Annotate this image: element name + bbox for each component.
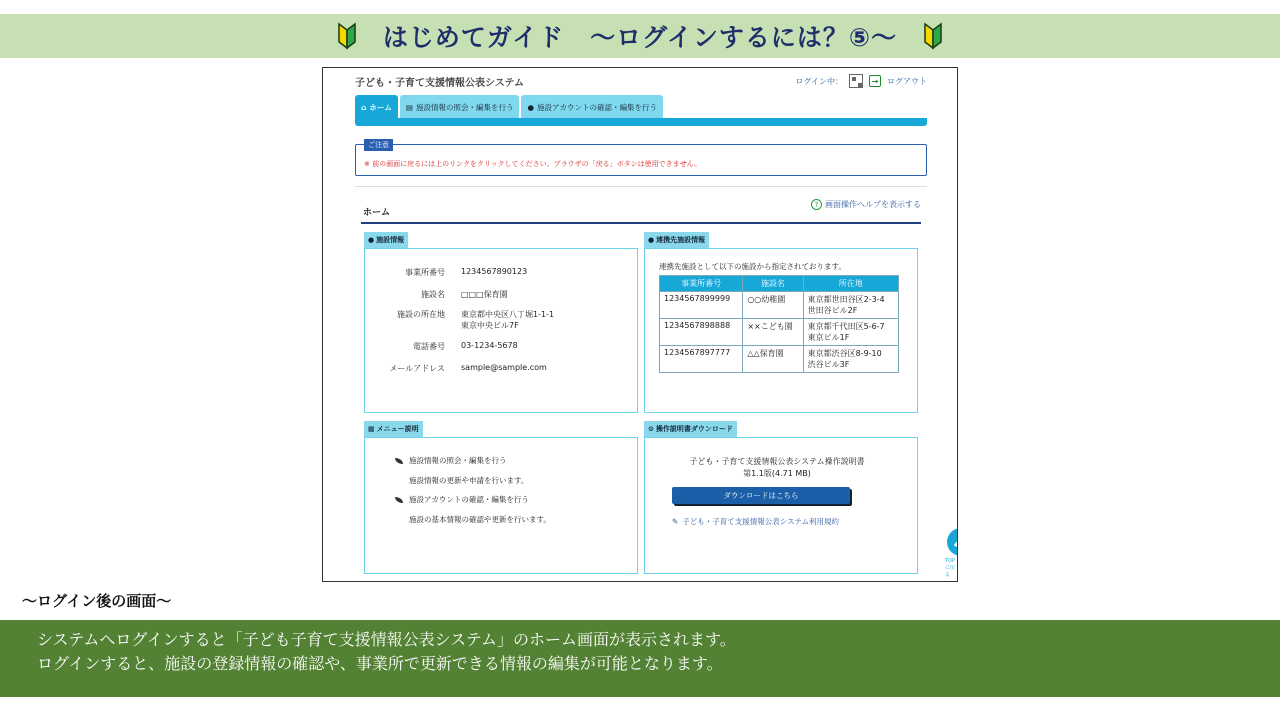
home-icon: ⌂ xyxy=(361,102,367,112)
explanation-box xyxy=(0,620,1280,697)
table-cell: ××こども園 xyxy=(743,319,803,346)
tab-label: 施設情報の照会・編集を行う xyxy=(415,102,514,112)
linked-facility-tag xyxy=(644,232,709,248)
field-value: 03-1234-5678 xyxy=(461,341,518,350)
heading-divider xyxy=(361,222,921,224)
column-header: 事業所番号 xyxy=(660,276,743,292)
menu-item-description: 施設情報の更新や申請を行います。 xyxy=(409,476,529,485)
manual-download-panel xyxy=(644,437,918,574)
grid-icon: ▦ xyxy=(368,425,375,433)
table-cell xyxy=(803,292,898,319)
tab-facility-info[interactable] xyxy=(400,95,520,119)
table-cell: △△保育園 xyxy=(743,346,803,373)
system-title: 子ども・子育て支援情報公表システム xyxy=(355,78,524,89)
notice-text: ※ 前の画面に戻るには上のリンクをクリックしてください。ブラウザの「戻る」ボタンは使用できません。 xyxy=(364,160,702,168)
leaf-icon xyxy=(395,497,403,503)
user-icon: ● xyxy=(648,236,655,244)
field-value: sample@sample.com xyxy=(461,363,547,372)
user-icon: ● xyxy=(368,236,375,244)
system-screen xyxy=(355,68,956,581)
linked-intro: 連携先施設として以下の施設から指定されております。 xyxy=(659,262,846,271)
menu-item-label: 施設情報の照会・編集を行う xyxy=(409,456,507,465)
manual-version: 第1.1版(4.71 MB) xyxy=(743,469,811,478)
tab-facility-account[interactable] xyxy=(521,95,662,119)
field-label: 施設名 xyxy=(421,290,445,299)
tab-label: ホーム xyxy=(369,102,392,112)
tab-label: 施設アカウントの確認・編集を行う xyxy=(537,102,657,112)
linked-facility-panel xyxy=(644,248,918,413)
table-row xyxy=(660,346,899,373)
field-label: 事業所番号 xyxy=(405,268,445,277)
menu-description-panel xyxy=(364,437,638,574)
help-link[interactable] xyxy=(811,199,921,210)
tab-home[interactable] xyxy=(355,95,398,119)
address-line: 東京都渋谷区8-9-10 xyxy=(807,349,882,358)
address-line: 東京都千代田区5-6-7 xyxy=(807,322,885,331)
field-value: □□□保育園 xyxy=(461,290,508,299)
main-content xyxy=(355,186,927,581)
back-to-top-label: TOPに戻る xyxy=(945,558,956,578)
notice-box xyxy=(355,141,927,176)
user-icon[interactable] xyxy=(849,74,863,88)
manual-download-tag xyxy=(644,421,737,437)
panel-title: 施設情報 xyxy=(376,236,405,244)
terms-link-label: 子ども・子育て支援情報公表システム利用規約 xyxy=(682,517,840,526)
address-line: 東京ビル1F xyxy=(807,333,850,342)
beginner-mark-icon xyxy=(923,22,943,50)
column-header: 所在地 xyxy=(803,276,898,292)
table-cell: ○○幼稚園 xyxy=(743,292,803,319)
address-line: 世田谷ビル2F xyxy=(807,306,858,315)
field-label: 施設の所在地 xyxy=(397,310,445,319)
user-icon: ● xyxy=(527,102,535,112)
slide-title-bar xyxy=(0,14,1280,58)
login-label: ログイン中： xyxy=(795,76,843,86)
table-header-row xyxy=(660,276,899,292)
logout-icon[interactable]: → xyxy=(869,75,881,87)
menu-description-tag xyxy=(364,421,423,437)
beginner-mark-icon xyxy=(337,22,357,50)
panel-title: 連携先施設情報 xyxy=(656,236,706,244)
notice-tag: ご注意 xyxy=(364,139,393,151)
facility-info-tag xyxy=(364,232,408,248)
address-line: 渋谷ビル3F xyxy=(807,360,850,369)
panel-title: メニュー説明 xyxy=(376,425,419,433)
screenshot-frame xyxy=(322,67,958,582)
login-status xyxy=(795,74,927,88)
manual-title: 子ども・子育て支援情報公表システム操作説明書 xyxy=(689,457,865,466)
tab-underline xyxy=(355,118,927,126)
linked-facility-table xyxy=(659,275,899,373)
table-row xyxy=(660,319,899,346)
facility-info-panel xyxy=(364,248,638,413)
panel-title: 操作説明書ダウンロード xyxy=(655,425,733,433)
help-icon: ? xyxy=(811,199,822,210)
address-line: 東京都世田谷区2-3-4 xyxy=(807,295,885,304)
field-value: 1234567890123 xyxy=(461,267,528,276)
leaf-icon xyxy=(395,458,403,464)
field-value: 東京中央ビル7F xyxy=(461,321,519,330)
tab-bar xyxy=(355,95,663,119)
section-heading: ～ログイン後の画面～ xyxy=(22,592,172,610)
menu-item-facility-account xyxy=(395,494,529,505)
page-title: ホーム xyxy=(363,208,391,218)
chevron-up-icon xyxy=(953,536,958,548)
table-cell: 1234567898888 xyxy=(660,319,743,346)
table-cell: 1234567897777 xyxy=(660,346,743,373)
explanation-line: ログインすると、施設の登録情報の確認や、事業所で更新できる情報の編集が可能となります。 xyxy=(37,654,723,673)
download-button[interactable]: ダウンロードはこちら xyxy=(672,487,850,504)
back-to-top-button[interactable] xyxy=(947,528,958,556)
menu-item-description: 施設の基本情報の確認や更新を行います。 xyxy=(409,515,551,524)
table-cell: 1234567899999 xyxy=(660,292,743,319)
menu-item-facility-info xyxy=(395,455,507,466)
edit-icon: ✎ xyxy=(672,517,679,526)
document-icon: ▤ xyxy=(405,102,413,112)
logout-link[interactable]: ログアウト xyxy=(887,76,927,86)
explanation-line: システムへログインすると「子ども子育て支援情報公表システム」のホーム画面が表示されます。 xyxy=(37,630,736,649)
column-header: 施設名 xyxy=(743,276,803,292)
download-icon: ⊙ xyxy=(648,425,654,433)
field-value: 東京都中央区八丁堀1-1-1 xyxy=(461,310,555,319)
help-link-label: 画面操作ヘルプを表示する xyxy=(825,200,921,209)
table-cell xyxy=(803,319,898,346)
field-label: 電話番号 xyxy=(413,342,445,351)
menu-item-label: 施設アカウントの確認・編集を行う xyxy=(409,495,529,504)
terms-link[interactable] xyxy=(672,516,839,527)
field-label: メールアドレス xyxy=(389,364,445,373)
table-row xyxy=(660,292,899,319)
slide-title: はじめてガイド ～ログインするには？⑤～ xyxy=(382,23,898,52)
table-cell xyxy=(803,346,898,373)
